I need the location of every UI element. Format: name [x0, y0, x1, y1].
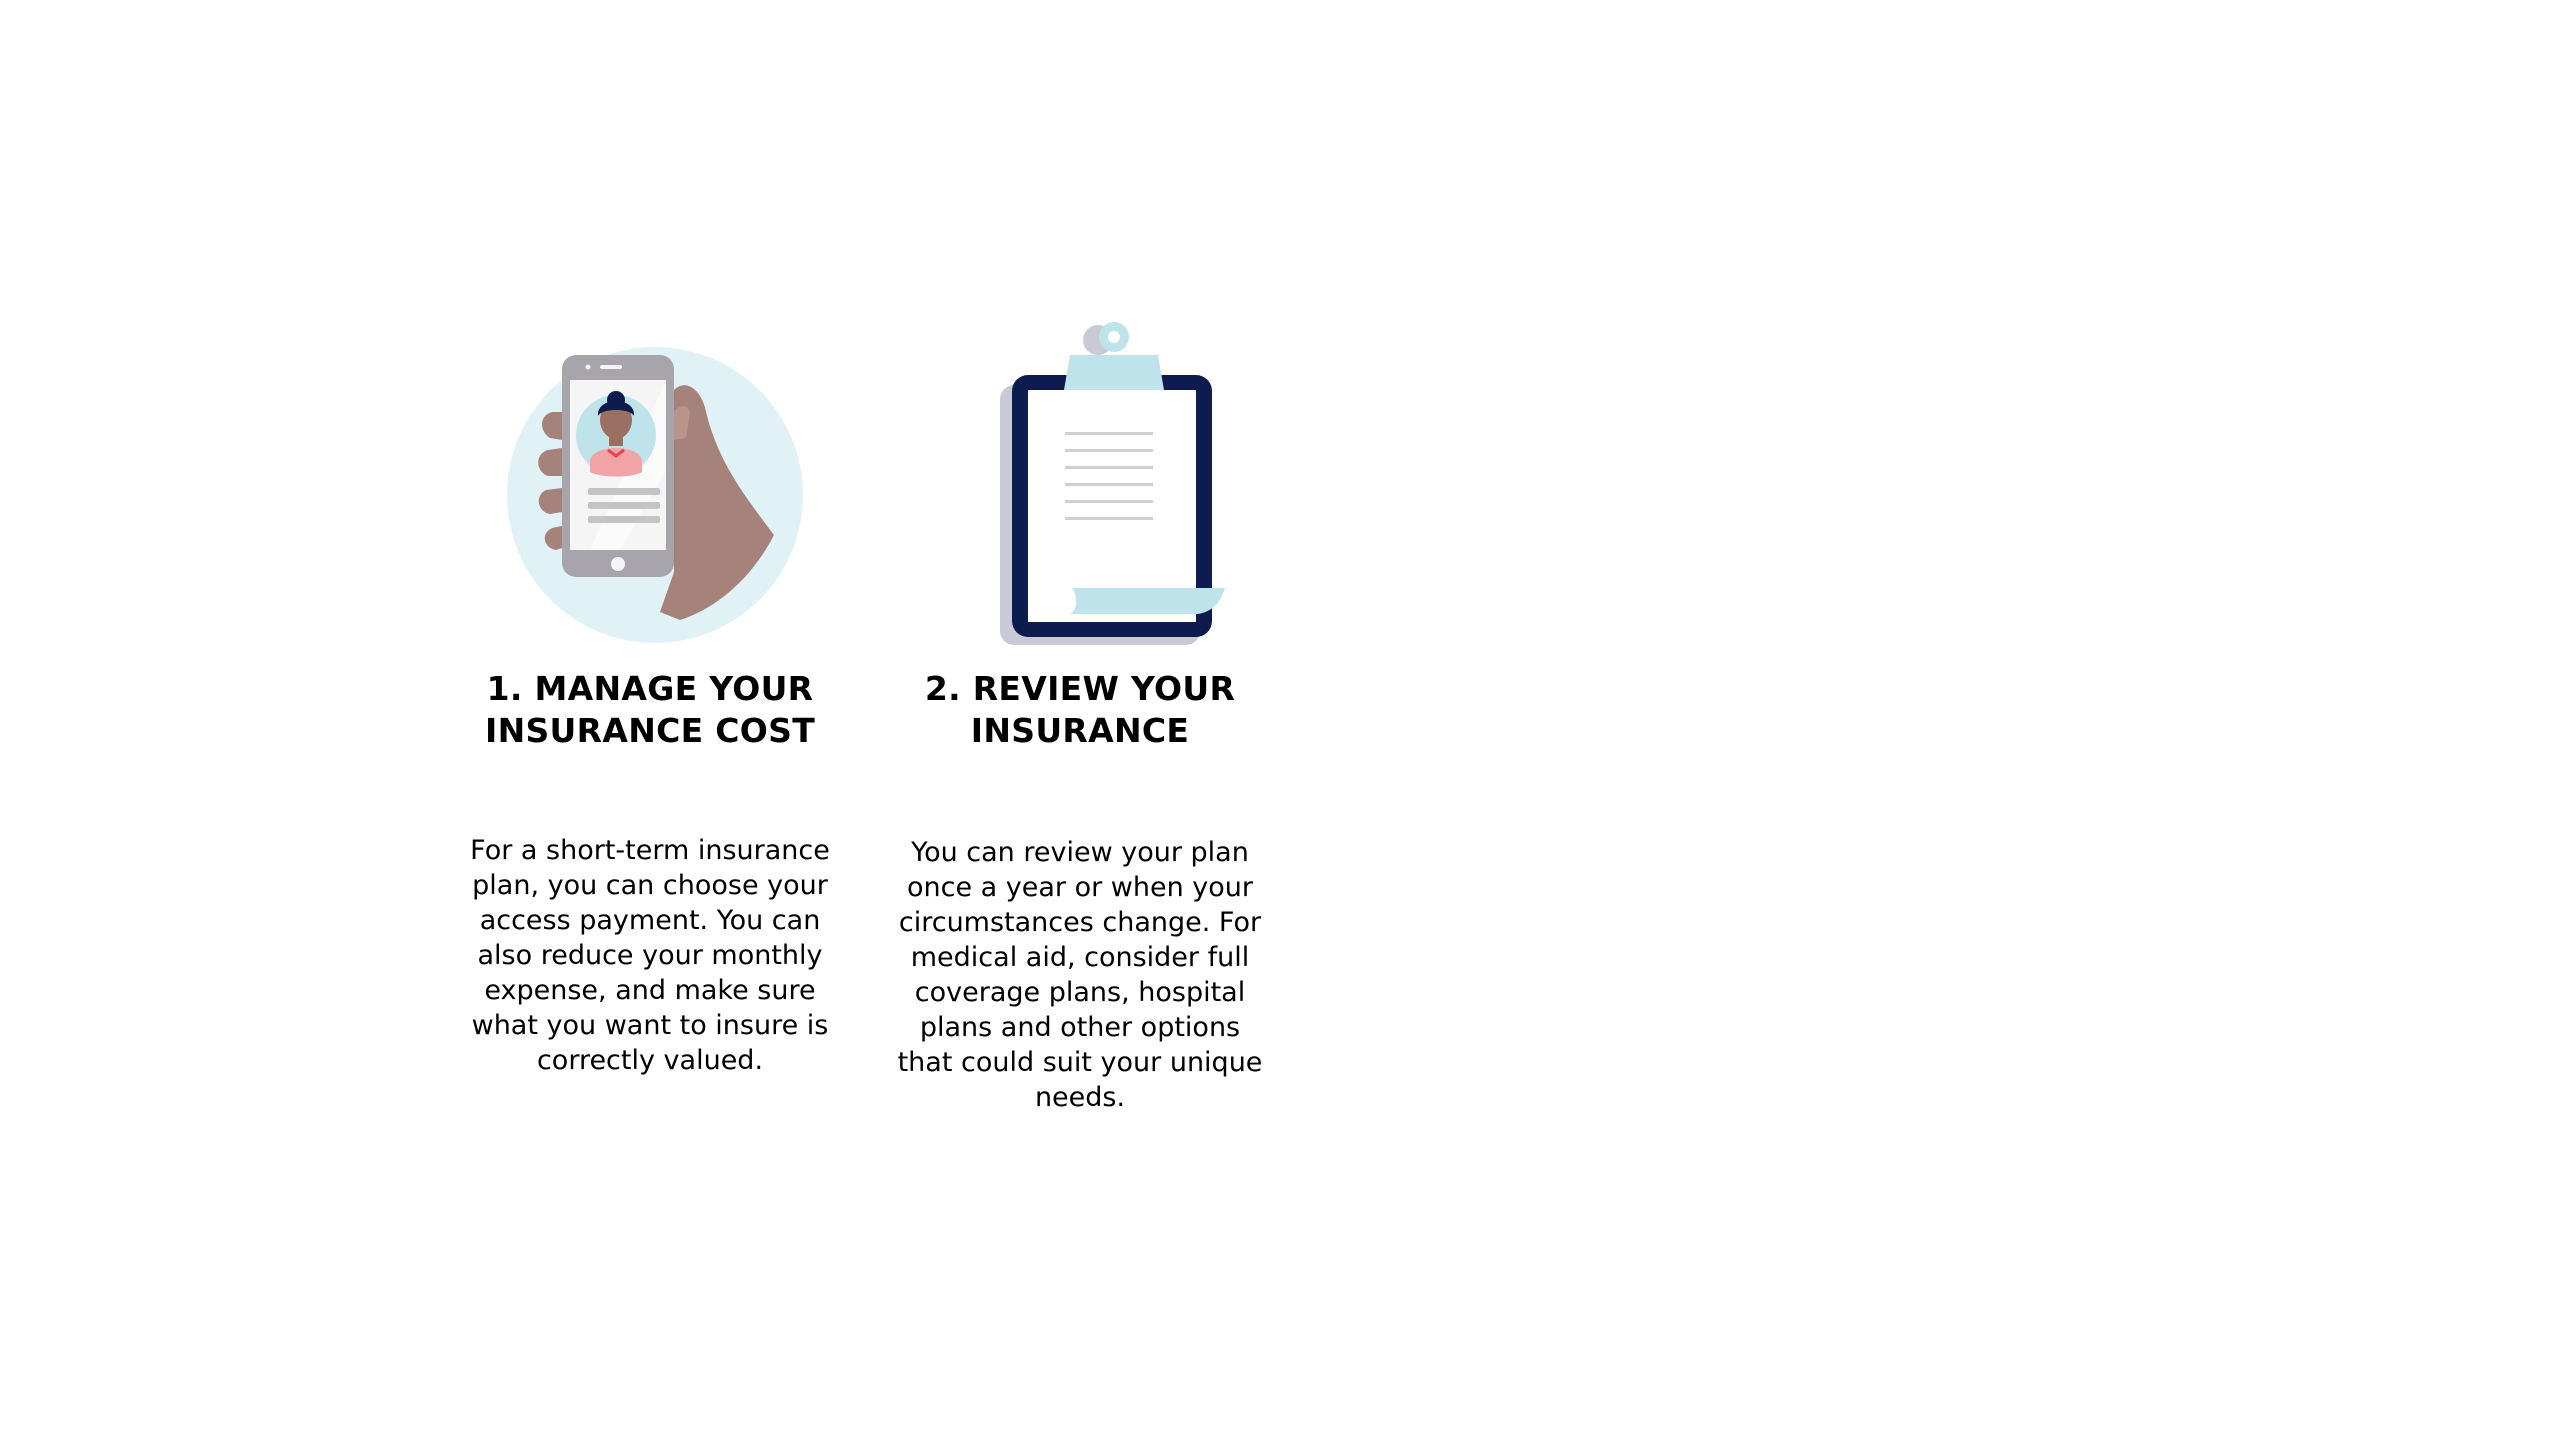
card-title-line: 2. REVIEW YOUR — [924, 669, 1236, 708]
description-line: also reduce your monthly — [477, 940, 823, 971]
description-line: For a short-term insurance — [470, 835, 830, 866]
description-line: plans and other options — [919, 1012, 1241, 1043]
card-title-line: 1. MANAGE YOUR — [486, 669, 814, 708]
description-line: what you want to insure is — [471, 1010, 829, 1041]
description-line: needs. — [1034, 1082, 1126, 1113]
description-line: coverage plans, hospital — [914, 977, 1246, 1008]
description-line: that could suit your unique — [897, 1047, 1263, 1078]
description-line: expense, and make sure — [484, 975, 816, 1006]
description-line: medical aid, consider full — [910, 942, 1250, 973]
description-line: correctly valued. — [536, 1045, 764, 1076]
card-description — [890, 835, 1270, 1115]
phone-in-hand-icon — [490, 320, 810, 650]
clipboard-icon — [920, 320, 1240, 650]
description-line: once a year or when your — [906, 872, 1254, 903]
description-line: plan, you can choose your — [472, 870, 828, 901]
card-title-line: INSURANCE — [970, 711, 1190, 750]
description-line: You can review your plan — [911, 837, 1249, 868]
card-title-line: INSURANCE COST — [484, 711, 816, 750]
card-description — [460, 833, 840, 1078]
description-line: access payment. You can — [479, 905, 821, 936]
card-title — [460, 668, 840, 752]
description-line: circumstances change. For — [898, 907, 1262, 938]
card-title — [890, 668, 1270, 752]
